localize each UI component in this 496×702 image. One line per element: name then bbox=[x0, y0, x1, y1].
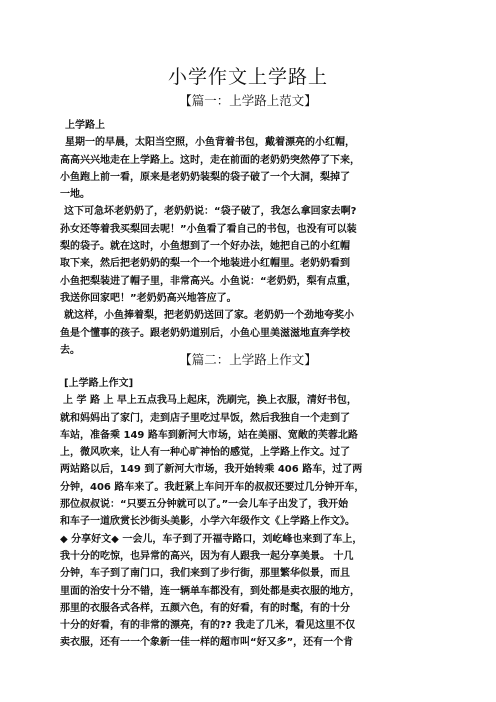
section2-body bbox=[60, 375, 440, 652]
paragraph-line: 十分的好看，有的非常的漂亮，有的?? 我走了几米，看见这里不仅 bbox=[60, 620, 356, 632]
paragraph-line: 取下来，然后把老奶奶的梨一个一个地装进小红帽里。老奶奶看到 bbox=[60, 258, 350, 270]
paragraph-line: 星期一的早晨，太阳当空照，小鱼背着书包，戴着漂亮的小红帽， bbox=[65, 137, 355, 149]
paragraph-line: 上 学 路 上 早上五点我马上起床，洗刷完，换上衣服，清好书包， bbox=[63, 395, 357, 407]
paragraph-line: 孙女还等着我买梨回去呢！”小鱼看了看自己的书包，也没有可以装 bbox=[60, 223, 357, 235]
paragraph-line: 鱼是个懂事的孩子。跟老奶奶道别后，小鱼心里美滋滋地直奔学校 bbox=[60, 327, 350, 339]
paragraph-line: 我十分的吃惊，也异常的高兴，因为有人跟我一起分享美景。 十几 bbox=[60, 550, 354, 562]
paragraph-line: 这下可急坏老奶奶了，老奶奶说：“袋子破了，我怎么拿回家去啊? bbox=[64, 206, 357, 218]
paragraph-line: 高高兴兴地走在上学路上。这时，走在前面的老奶奶突然停了下来， bbox=[60, 154, 360, 166]
paragraph-line: 分钟，车子到了南门口，我们来到了步行街，那里繁华似景，而且 bbox=[60, 568, 350, 580]
section1-subtitle: 上学路上 bbox=[65, 120, 105, 131]
paragraph-line: 上，微风吹来，让人有一种心旷神怡的感觉，上学路上作文。过了 bbox=[60, 447, 350, 459]
paragraph-line: 小鱼把梨装进了帽子里，非常高兴。小鱼说：“老奶奶，梨有点重， bbox=[60, 275, 357, 287]
paragraph-line: 分钟，406 路车来了。我赶紧上车问开车的叔叔还要过几分钟开车， bbox=[60, 481, 365, 493]
section1-body bbox=[60, 117, 440, 359]
paragraph-line: 车站，准备乘 149 路车到新河大市场，站在美丽、宽敞的芙蓉北路 bbox=[60, 429, 358, 441]
section1-heading: 【篇一：上学路上范文】 bbox=[179, 93, 317, 108]
paragraph-line: 那位叔叔说：“只要五分钟就可以了。”一会儿车子出发了，我开始 bbox=[60, 499, 349, 511]
paragraph-line: 里面的治安十分不错，连一辆单车都没有，到处都是卖衣服的地方， bbox=[60, 585, 360, 597]
paragraph-line: 就这样，小鱼捧着梨，把老奶奶送回了家。老奶奶一个劲地夸奖小 bbox=[64, 310, 354, 322]
paragraph-line: ◆ 分享好文◆ 一会儿，车子到了开福寺路口，刘屹峰也来到了车上， bbox=[60, 533, 363, 545]
paragraph-line: 一地。 bbox=[60, 189, 90, 201]
section2-subtitle: [上学路上作文] bbox=[64, 378, 134, 389]
paragraph-line: 卖衣服，还有一一个象新一佳一样的超市叫“好又多”，还有一个肯 bbox=[60, 637, 354, 649]
paragraph-line: 和车子一道欣赏长沙街头美影，小学六年级作文《上学路上作文》。 bbox=[60, 516, 355, 528]
paragraph-line: 两站路以后，149 到了新河大市场，我开始转乘 406 路车，过了两 bbox=[60, 464, 363, 476]
paragraph-line: 就和妈妈出了家门，走到店子里吃过早饭，然后我独自一个走到了 bbox=[60, 412, 350, 424]
paragraph-line: 梨的袋子。就在这时，小鱼想到了一个好办法，她把自己的小红帽 bbox=[60, 241, 350, 253]
paragraph-line: 我送你回家吧！”老奶奶高兴地答应了。 bbox=[60, 292, 237, 304]
paragraph-line: 去。 bbox=[60, 344, 80, 356]
document-title: 小学作文上学路上 bbox=[167, 66, 328, 88]
paragraph-line: 小鱼跑上前一看，原来是老奶奶装梨的袋子破了一个大洞，梨掉了 bbox=[60, 171, 350, 183]
paragraph-line: 那里的衣服各式各样，五颜六色，有的好看，有的时髦，有的十分 bbox=[60, 602, 350, 614]
section2-heading: 【篇二：上学路上作文】 bbox=[179, 352, 317, 367]
